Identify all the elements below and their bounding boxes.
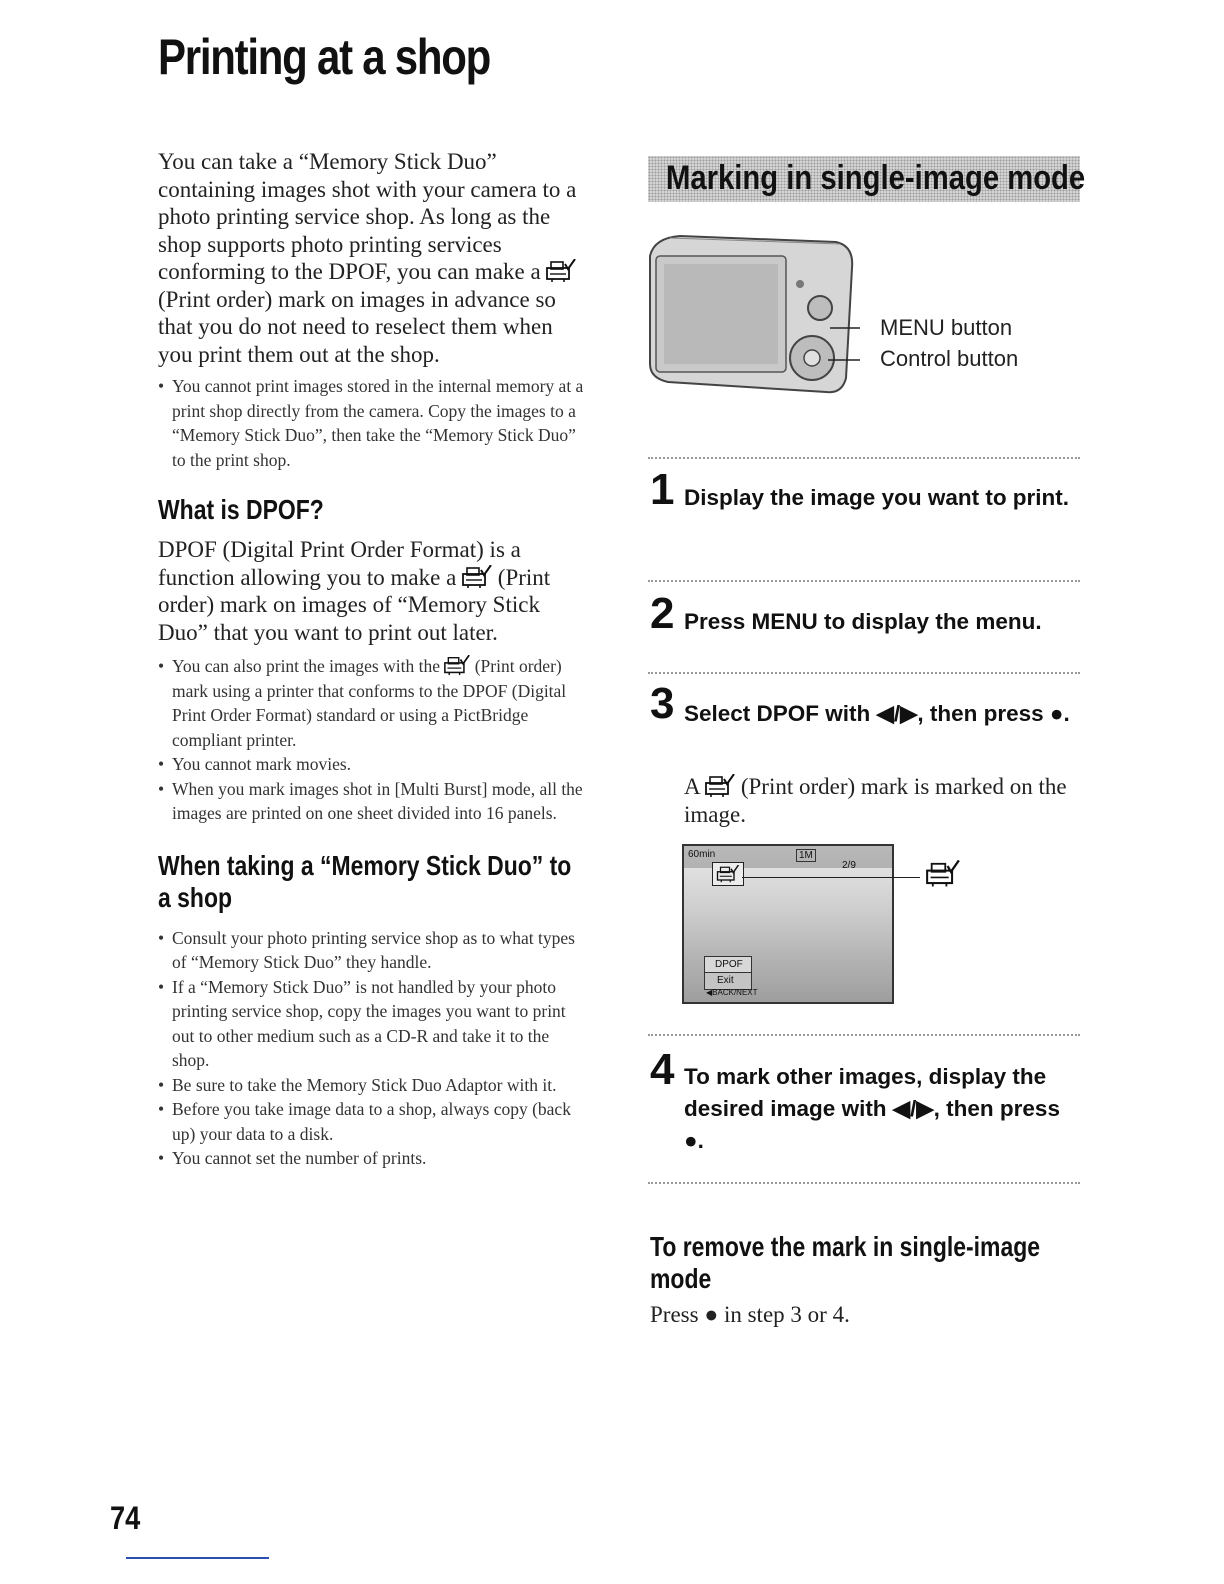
step3-result-text: A (Print order) mark is marked on the image. <box>684 774 1067 827</box>
divider <box>648 457 1080 459</box>
step-text: Press MENU to display the menu. <box>684 609 1042 634</box>
camera-illustration <box>640 228 860 418</box>
divider <box>648 672 1080 674</box>
step-text: To mark other images, display the desired image with ◀/▶, then press ●. <box>684 1064 1060 1153</box>
lcd-screen <box>682 844 894 1004</box>
divider <box>648 1182 1080 1184</box>
footer-rule <box>126 1557 269 1559</box>
lcd-print-mark <box>712 862 744 886</box>
intro-notes <box>158 374 590 472</box>
print-order-icon <box>546 259 576 283</box>
note-item: • If a “Memory Stick Duo” is not handled by your photo printing service shop, copy the images you want to print out to other medium such as a CD-R and take it to the shop. <box>158 975 590 1073</box>
divider <box>648 580 1080 582</box>
note-item: • You can also print the images with the (Print order) mark using a printer that conforms to the DPOF (Digital Print Order Format) standard or using a PictBridge compliant printer. <box>158 654 590 752</box>
control-button-callout: Control button <box>880 346 1019 371</box>
page-title: Printing at a shop <box>158 29 491 85</box>
control-center-icon: ● <box>704 1302 719 1327</box>
section-heading: Marking in single-image mode <box>666 159 1086 197</box>
step-text: Display the image you want to print. <box>684 485 1070 510</box>
image-counter: 2/9 <box>842 860 856 871</box>
lcd-nav-hint: ◀BACK/NEXT <box>706 988 758 997</box>
step-number: 3 <box>650 679 675 728</box>
note-item: • You cannot mark movies. <box>158 752 590 777</box>
lcd-menu-exit: Exit <box>704 972 752 990</box>
menu-button-callout: MENU button <box>880 315 1013 340</box>
dpof-notes <box>158 654 590 826</box>
note-item: • Before you take image data to a shop, always copy (back up) your data to a disk. <box>158 1097 590 1146</box>
shop-notes <box>158 926 590 1171</box>
note-item: • When you mark images shot in [Multi Burst] mode, all the images are printed on one sheet divided into 16 panels. <box>158 777 590 826</box>
remove-paragraph: Press ● in step 3 or 4. <box>650 1302 850 1327</box>
intro-paragraph: You can take a “Memory Stick Duo” containing images shot with your camera to a photo printing service shop. As long as the shop supports photo printing services conforming to the DPOF, you can make a (Print order) mark on images in advance so that you do not need to reselect them when you print them out at the shop. <box>158 149 577 367</box>
dpof-paragraph: DPOF (Digital Print Order Format) is a function allowing you to make a (Print order) mark on images of “Memory Stick Duo” that you want to print out later. <box>158 537 551 645</box>
note-item: • Consult your photo printing service shop as to what types of “Memory Stick Duo” they handle. <box>158 926 590 975</box>
step-number: 4 <box>650 1045 675 1094</box>
shop-heading: When taking a “Memory Stick Duo” to a shop <box>158 849 572 913</box>
left-column <box>158 148 590 1171</box>
note-item: • You cannot print images stored in the internal memory at a print shop directly from the camera. Copy the images to a “Memory Stick Duo”, then take the “Memory Stick Duo” to the print shop. <box>158 374 590 472</box>
print-order-icon <box>705 774 735 798</box>
step-number: 2 <box>650 589 675 638</box>
remove-heading: To remove the mark in single-image mode <box>650 1231 1041 1294</box>
dpof-heading: What is DPOF? <box>158 494 324 525</box>
step-text: Select DPOF with ◀/▶, then press ●. <box>684 701 1070 726</box>
print-order-icon <box>926 860 960 888</box>
section-banner <box>648 156 1086 202</box>
note-item: • You cannot set the number of prints. <box>158 1146 590 1171</box>
callout-line <box>742 877 920 878</box>
step-number: 1 <box>650 465 675 514</box>
battery-indicator: 60min <box>688 849 716 860</box>
page-number: 74 <box>110 1500 141 1536</box>
print-order-icon <box>462 565 492 589</box>
print-order-icon <box>444 655 470 676</box>
lcd-menu-dpof: DPOF <box>704 956 752 974</box>
divider <box>648 1034 1080 1036</box>
note-item: • Be sure to take the Memory Stick Duo Adaptor with it. <box>158 1073 590 1098</box>
image-size-indicator: 1M <box>796 849 816 862</box>
